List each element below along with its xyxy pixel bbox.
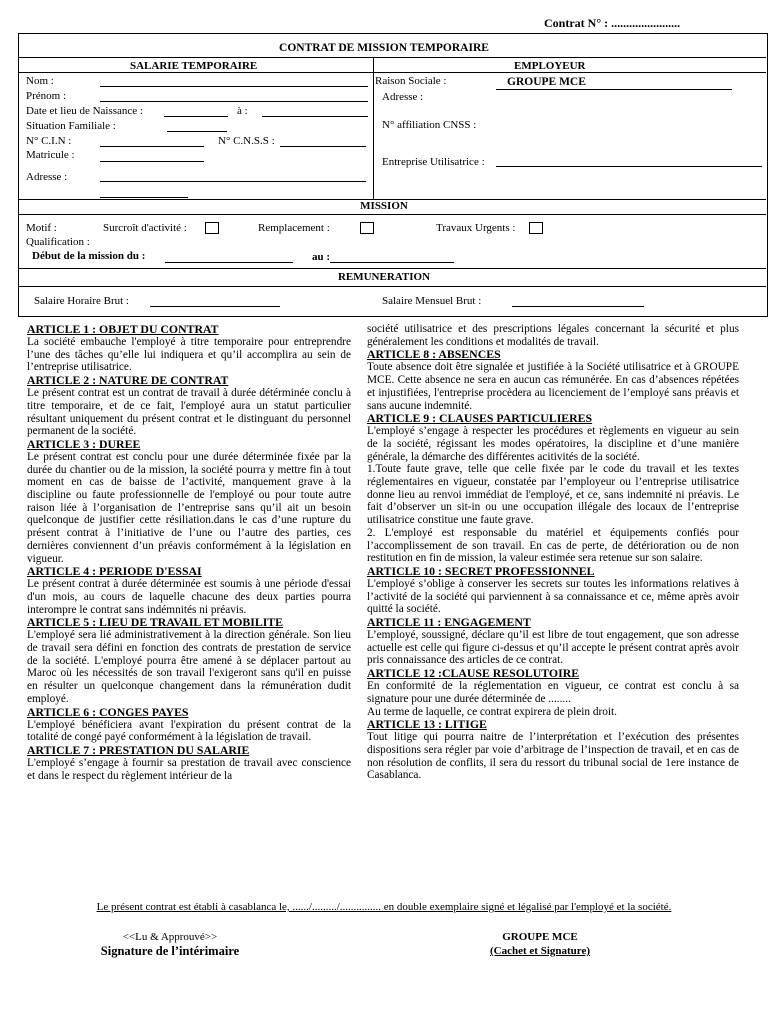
article-1: ARTICLE 1 : OBJET DU CONTRAT La société embauche l'employé à titre temporaire pour entreprendre l’une des tâches qu’elle lui indiquera et qu’il accomplira au sein de l’entreprise utilisatrice. xyxy=(27,322,351,374)
field-cnss[interactable] xyxy=(280,146,366,147)
article-9-clause-2: 2. L'employé est responsable du matériel et équipements confiés pour l’accomplissement de son travail. En cas de perte, de détérioration ou de non restitution en fin de mission, la valeur estimée sera retenue sur son salaire. xyxy=(367,526,739,565)
label-qualification: Qualification : xyxy=(26,236,90,248)
article-7-continued: société utilisatrice et des prescriptions légales concernant la sécurité et plus généralement les conditions et modalités de travail. xyxy=(367,323,739,348)
label-debut: Début de la mission du : xyxy=(32,250,146,262)
signature-intermediaire xyxy=(60,930,280,958)
article-7: ARTICLE 7 : PRESTATION DU SALARIE L'employé s’engage à fournir sa prestation de travail avec conscience et dans le respect du règlement intérieur de la xyxy=(27,742,351,782)
article-13: ARTICLE 13 : LITIGE Tout litige qui pourra naitre de l’interprétation et l’exécution des présentes dispositions sera régler par voie d’arbitrage de l’inspection de travail, et en cas de non résolution de conflits, il sera du ressort du tribunal social de 1ere instance de Casablanca. xyxy=(367,717,739,782)
label-horaire: Salaire Horaire Brut : xyxy=(34,295,129,307)
field-au[interactable] xyxy=(330,262,454,263)
label-motif: Motif : xyxy=(26,222,57,234)
label-prenom: Prénom : xyxy=(26,90,67,102)
field-utilisatrice[interactable] xyxy=(496,166,762,167)
contract-number: Contrat N° : ....................... xyxy=(544,16,681,30)
label-adresse: Adresse : xyxy=(26,171,68,183)
field-cin[interactable] xyxy=(100,146,204,147)
article-12: ARTICLE 12 :CLAUSE RESOLUTOIRE En conformité de la réglementation en vigueur, ce contrat est conclu à sa signature pour une durée déterminée de ........ xyxy=(367,666,739,705)
establishment-statement: Le présent contrat est établi à casablanca le, ....../........./............... en double exemplaire signé et légalisé par l'employé et la société. xyxy=(96,901,672,913)
label-emp-adresse: Adresse : xyxy=(382,91,424,103)
field-debut[interactable] xyxy=(165,262,293,263)
employeur-header: EMPLOYEUR xyxy=(514,60,586,72)
raison-value: GROUPE MCE xyxy=(507,76,586,88)
article-5: ARTICLE 5 : LIEU DE TRAVAIL ET MOBILITE L'employé sera lié administrativement à la direction générale. Son lieu de travail sera défini en fonction des contrats de prestation de service de la société. L'employé pourra être amené à se déplacer partout au Maroc où les nécessités de son travail l'exigeront sans qu'il en puisse en résulter un quelconque changement dans la rémunération dudit employé. xyxy=(27,615,351,705)
field-mensuel[interactable] xyxy=(512,306,644,307)
cachet-signature: (Cachet et Signature) xyxy=(490,945,590,957)
field-adresse-2[interactable] xyxy=(100,197,188,198)
article-9-clause-1: 1.Toute faute grave, telle que celle fixée par le code du travail et les textes réglementaires en vigueur, constatée par l’employeur ou l’entreprise utilisatrice donne lieu au renvoi immédiat de l'employé, et ce, sans indemnité ni préavis. Le fait d’observer un sit-in ou une occupation illégale des locaux de l’entreprise utilisatrice constitue une faute grave. xyxy=(367,463,739,527)
label-a: à : xyxy=(237,105,248,117)
signature-employeur xyxy=(440,930,640,958)
article-4: ARTICLE 4 : PERIODE D'ESSAI Le présent contrat à durée déterminée est soumis à une période d'essai d'un mois, au cours de laquelle chacune des deux parties pourra interompre le contrat sans indémnités ni préavis. xyxy=(27,564,351,616)
checkbox-remplacement[interactable] xyxy=(360,222,374,234)
field-horaire[interactable] xyxy=(150,306,280,307)
lu-approuve: <<Lu & Approuvé>> xyxy=(122,931,218,943)
label-utilisatrice: Entreprise Utilisatrice : xyxy=(382,156,485,168)
field-naissance-lieu[interactable] xyxy=(262,116,368,117)
salarie-header: SALARIE TEMPORAIRE xyxy=(130,60,258,72)
field-naissance-date[interactable] xyxy=(164,116,228,117)
label-surcroit: Surcroît d'activité : xyxy=(103,222,187,234)
mission-header: MISSION xyxy=(360,200,408,212)
article-3: ARTICLE 3 : DUREE Le présent contrat est conclu pour une durée déterminée fixée par la durée du chantier ou de la mission, la société pourra y mettre fin à tout moment en cas de baisse de l’activité, manquement grave à la discipline ou faute professionnelle de l'employé ou pour toute autre raison liée à l’organisation de l’entreprise sans qu’il ait un besoin quelconque de justifier cette résiliation.dans le cas d’une rupture du présent contrat à l’initiative de l’une ou l’autre des parties, ces dernières conviennent d’un préavis conformément à la législation en vigueur. xyxy=(27,436,351,565)
field-adresse-1[interactable] xyxy=(100,181,366,182)
label-au: au : xyxy=(312,251,331,263)
field-raison[interactable] xyxy=(496,89,732,90)
article-2: ARTICLE 2 : NATURE DE CONTRAT Le présent contrat est un contrat de travail à durée détérminée conclu à titre temporaire, et de ce fait, l'employé aura un statut particulier résultant uniquement du présent contrat et le distinguant du personnel permanent de la société. xyxy=(27,373,351,438)
field-situation[interactable] xyxy=(167,131,227,132)
label-situation: Situation Familiale : xyxy=(26,120,116,132)
label-remplacement: Remplacement : xyxy=(258,222,330,234)
field-matricule[interactable] xyxy=(100,161,204,162)
article-12-term: Au terme de laquelle, ce contrat expirera de plein droit. xyxy=(367,705,617,718)
article-11: ARTICLE 11 : ENGAGEMENT L’employé, soussigné, déclare qu’il est libre de tout engagement, que son adresse actuelle est celle qui figure ci-dessus et qu’il accepte le présent contrat après avoir pris connaissance des articles de ce contrat. xyxy=(367,615,739,667)
label-cin: N° C.I.N : xyxy=(26,135,72,147)
label-matricule: Matricule : xyxy=(26,149,75,161)
article-8: ARTICLE 8 : ABSENCES Toute absence doit être signalée et justifiée à la Société utilisatrice et à GROUPE MCE. Cette absence ne sera en aucun cas rémunérée. En cas d’absences répétées et injustifiées, l'entreprise procèdera au licenciement de l’employé sans préavis et sans aucune indemnité. xyxy=(367,347,739,412)
label-affiliation: N° affiliation CNSS : xyxy=(382,119,477,131)
checkbox-surcroit[interactable] xyxy=(205,222,219,234)
checkbox-travaux[interactable] xyxy=(529,222,543,234)
article-6: ARTICLE 6 : CONGES PAYES L'employé bénéficiera avant l'expiration du présent contrat de la totalité de congé payé conformément à la législation de travail. xyxy=(27,704,351,744)
employer-name: GROUPE MCE xyxy=(502,931,578,943)
article-9: ARTICLE 9 : CLAUSES PARTICULIERES L'employé s’engage à respecter les procédures et règlements en vigueur au sein de la société, régissant les modes opératoires, la discipline et d’une manière générale, la démarche des différentes acitivités de la société. xyxy=(367,411,739,463)
label-naissance: Date et lieu de Naissance : xyxy=(26,105,143,117)
label-travaux: Travaux Urgents : xyxy=(436,222,516,234)
label-mensuel: Salaire Mensuel Brut : xyxy=(382,295,482,307)
articles-left-column xyxy=(27,323,351,782)
field-nom[interactable] xyxy=(100,86,368,87)
label-cnss: N° C.N.S.S : xyxy=(218,135,275,147)
label-nom: Nom : xyxy=(26,75,54,87)
field-prenom[interactable] xyxy=(100,101,368,102)
remuneration-header: REMUNERATION xyxy=(337,271,431,283)
main-title: CONTRAT DE MISSION TEMPORAIRE xyxy=(279,42,489,54)
article-10: ARTICLE 10 : SECRET PROFESSIONNEL L'employé s’oblige à conserver les secrets sur toutes les informations relatives à l’activité de la société qui parviennent à sa connaissance et ce, même après avoir quitté la société. xyxy=(367,563,739,616)
label-raison: Raison Sociale : xyxy=(375,75,447,87)
articles-right-column xyxy=(367,323,739,782)
signature-label: Signature de l’intérimaire xyxy=(100,944,240,958)
